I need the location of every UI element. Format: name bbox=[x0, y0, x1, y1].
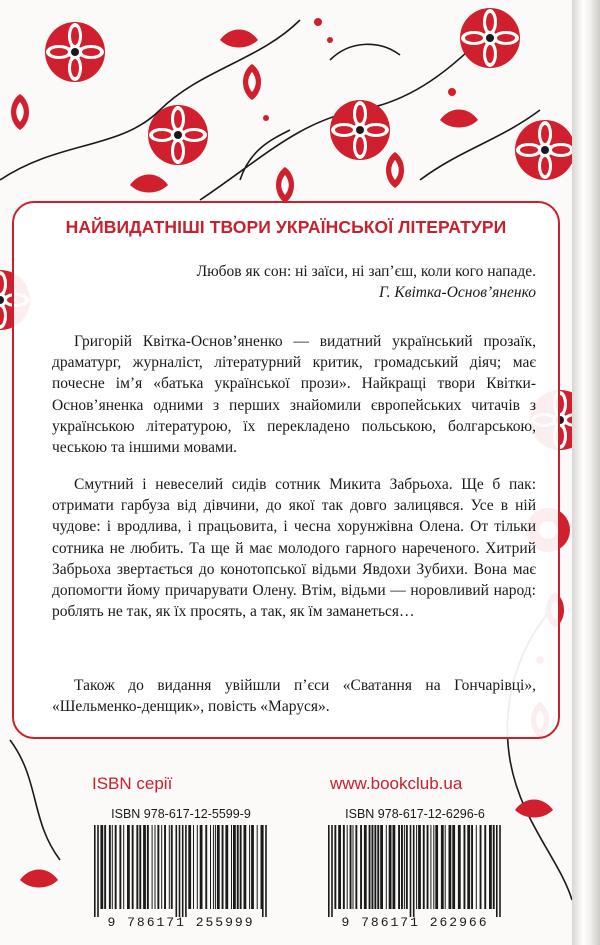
description-panel bbox=[12, 201, 560, 739]
barcode-book bbox=[320, 807, 510, 930]
epigraph bbox=[197, 261, 536, 303]
author-description: Григорій Квітка-Основ’яненко — видатний український прозаїк, драматург, журналіст, літературний критик, громадський діяч; має почесне ім’я «батька української прози». Найкращі твори Квітки-Основ’яненка одними з перших знайомили європейських читачів з українською літературою, їх перекладено польською, болгарською, чеською та іншими мовами. bbox=[52, 333, 536, 457]
barcode-digits: 9 786171 255999 bbox=[107, 915, 255, 930]
page-edge bbox=[572, 0, 600, 945]
contents-note: Також до видання увійшли п’єси «Сватання на Гончарівці», «Шельменко-денщик», повість «Маруся». bbox=[52, 677, 536, 716]
barcode-digits: 9 786171 262966 bbox=[341, 915, 489, 930]
isbn-number: ISBN 978-617-12-6296-6 bbox=[345, 807, 485, 821]
barcode-image bbox=[320, 825, 510, 917]
epigraph-author: Г. Квітка-Основ’яненко bbox=[379, 284, 536, 301]
plot-summary: Смутний і невеселий сидів сотник Микита Забрьоха. Ще б пак: отримати гарбуза від дівчини, до якої так довго залицявся. Усе в ній чудове: і вродлива, і працьовита, і чесна хорунжівна Олена. От тільки сотника не любить. Та ще й має молодого гарного нареченого. Хитрий Забрьоха звертається до конотопської відьми Явдохи Зубихи. Вона має допомогти йому причарувати Олену. Втім, відьми — норовливий народ: роблять не так, як їх просять, а так, як їм заманеться… bbox=[52, 476, 536, 621]
isbn-number: ISBN 978-617-12-5599-9 bbox=[111, 807, 251, 821]
publisher-website: www.bookclub.ua bbox=[330, 774, 463, 793]
barcode-image bbox=[86, 825, 276, 917]
series-title: НАЙВИДАТНІШІ ТВОРИ УКРАЇНСЬКОЇ ЛІТЕРАТУРИ bbox=[65, 217, 507, 237]
barcode-series bbox=[86, 807, 276, 930]
isbn-series-label: ISBN серії bbox=[92, 774, 173, 793]
epigraph-quote: Любов як сон: ні заїси, ні зап’єш, коли кого нападе. bbox=[196, 263, 536, 280]
